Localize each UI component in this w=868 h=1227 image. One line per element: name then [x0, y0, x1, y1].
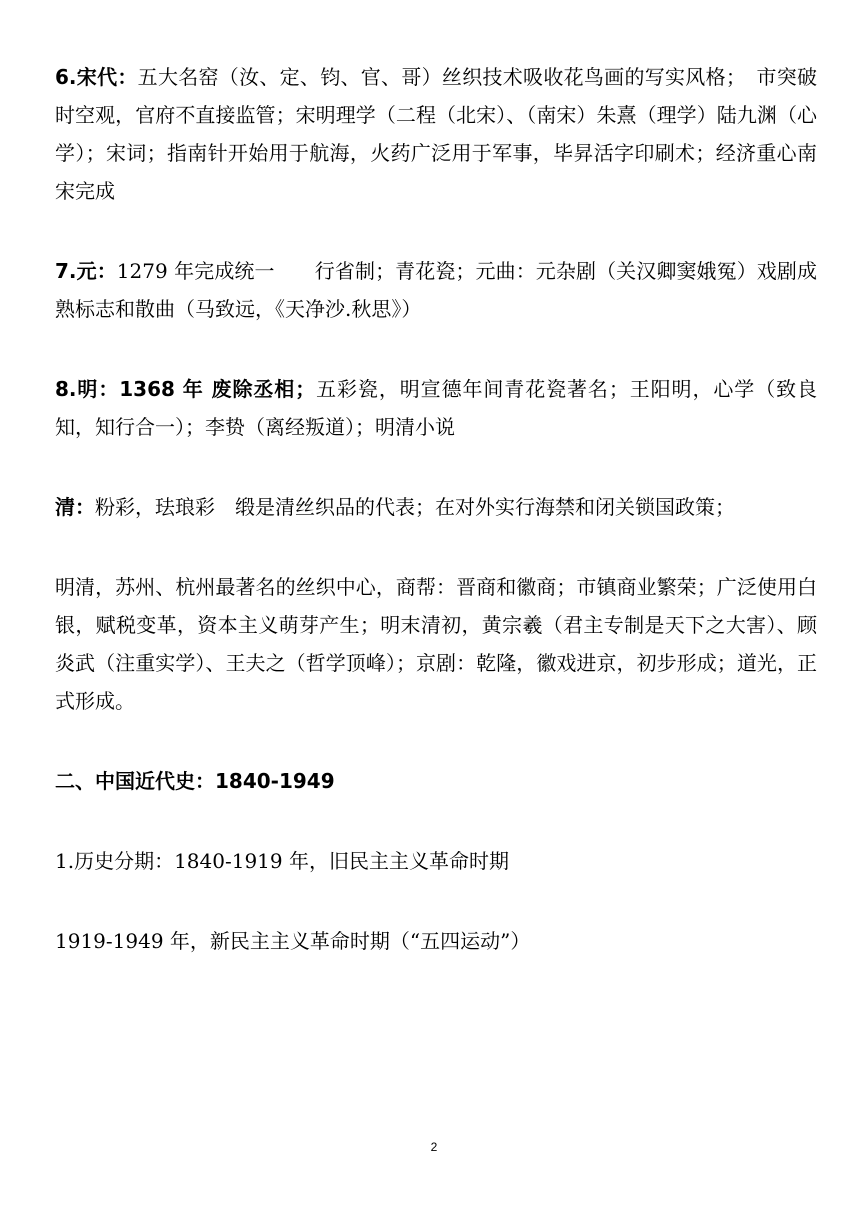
paragraph-label: 清：	[55, 495, 95, 519]
paragraph-text: 1279 年完成统一 行省制；青花瓷；元曲：元杂剧（关汉卿窦娥冤）戏剧成熟标志和散曲（马致远，《天净沙.秋思》）	[55, 259, 817, 321]
paragraph-ming-dynasty	[55, 370, 817, 446]
document-page	[55, 58, 817, 960]
paragraph-label: 6.宋代：	[55, 65, 138, 89]
paragraph-yuan-dynasty	[55, 252, 817, 328]
paragraph-qing-dynasty	[55, 488, 817, 526]
period-line-2: 1919-1949 年，新民主主义革命时期（“五四运动”）	[55, 929, 531, 953]
paragraph-text: 粉彩，珐琅彩 缎是清丝织品的代表；在对外实行海禁和闭关锁国政策；	[95, 495, 735, 519]
paragraph-label: 8.明：1368 年 废除丞相；	[55, 377, 316, 401]
paragraph-text: 五彩瓷，明宣德年间青花瓷著名；王阳明，心学（致良知，知行合一）；李贽（离经叛道）；明清小说	[55, 377, 818, 439]
paragraph-song-dynasty	[55, 58, 817, 210]
paragraph-label: 7.元：	[55, 259, 117, 283]
paragraph-text: 五大名窑（汝、定、钧、官、哥）丝织技术吸收花鸟画的写实风格； 市突破时空观，官府不直接监管；宋明理学（二程（北宋）、（南宋）朱熹（理学）陆九渊（心学）；宋词；指南针开始用于航海，火药广泛用于军事，毕昇活字印刷术；经济重心南宋完成	[55, 65, 818, 203]
section-heading: 二、中国近代史：1840-1949	[55, 769, 335, 793]
period-line-1: 1.历史分期：1840-1919 年，旧民主主义革命时期	[55, 849, 509, 873]
paragraph-ming-qing	[55, 568, 817, 720]
paragraph-text: 明清，苏州、杭州最著名的丝织中心，商帮：晋商和徽商；市镇商业繁荣；广泛使用白银，赋税变革，资本主义萌芽产生；明末清初，黄宗羲（君主专制是天下之大害）、顾炎武（注重实学）、王夫之（哲学顶峰）；京剧：乾隆，徽戏进京，初步形成；道光，正式形成。	[55, 575, 817, 713]
page-number: 2	[430, 1140, 438, 1154]
